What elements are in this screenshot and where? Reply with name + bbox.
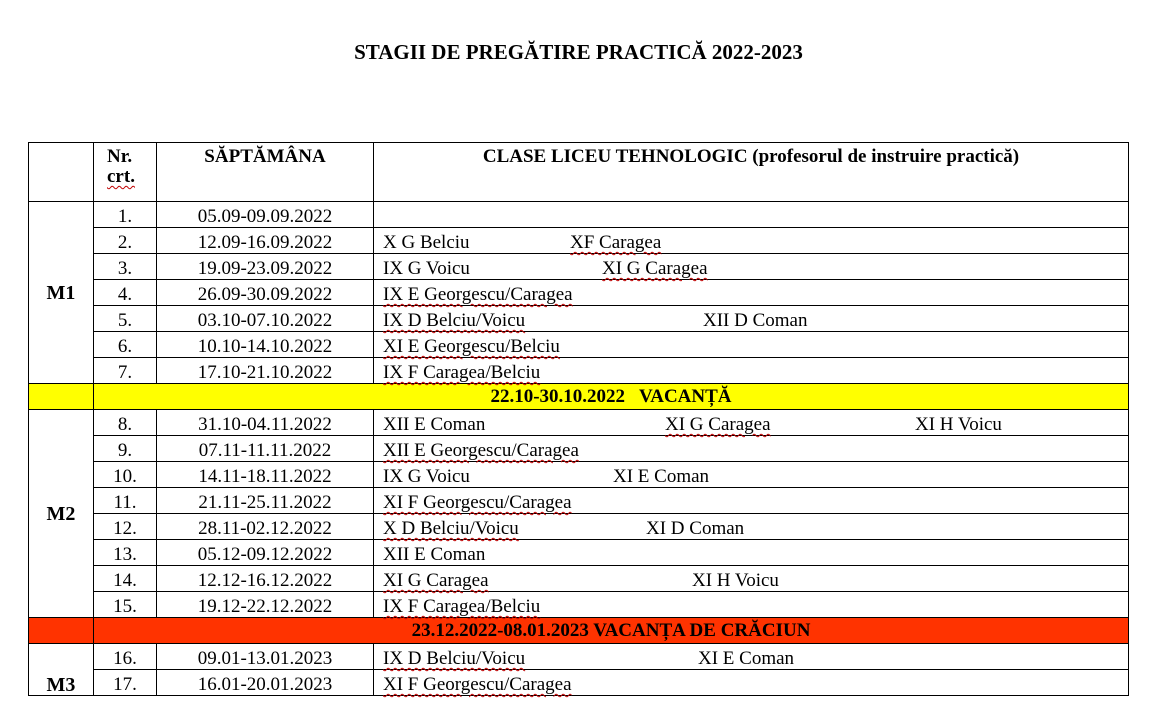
table-row [29, 254, 1129, 280]
table-row [29, 358, 1129, 384]
table-row [29, 514, 1129, 540]
class-entry: XI E Georgescu/Belciu [383, 336, 560, 357]
table-row [29, 670, 1129, 696]
header-nr [94, 143, 157, 202]
class-entry: XI F Georgescu/Caragea [383, 492, 572, 513]
row-week: 19.09-23.09.2022 [157, 254, 374, 280]
table-row [29, 488, 1129, 514]
class-entry: XF Caragea [570, 232, 662, 253]
header-nr-line1: Nr. [107, 146, 133, 167]
row-week: 09.01-13.01.2023 [157, 644, 374, 670]
row-nr: 8. [94, 410, 157, 436]
row-classes [374, 410, 1129, 436]
row-week: 05.09-09.09.2022 [157, 202, 374, 228]
row-nr: 9. [94, 436, 157, 462]
table-row [29, 592, 1129, 618]
class-entry: X D Belciu/Voicu [383, 518, 519, 539]
class-entry: IX F Caragea/Belciu [383, 362, 541, 383]
row-classes [374, 306, 1129, 332]
table-row [29, 644, 1129, 670]
table-row [29, 462, 1129, 488]
row-nr: 11. [94, 488, 157, 514]
row-nr: 12. [94, 514, 157, 540]
row-week: 28.11-02.12.2022 [157, 514, 374, 540]
module-m2: M2 [29, 410, 94, 618]
class-entry: XI H Voicu [692, 570, 779, 591]
schedule-table [28, 142, 1129, 696]
module-m1: M1 [29, 202, 94, 384]
row-classes [374, 514, 1129, 540]
class-entry: XII E Coman [383, 544, 486, 565]
class-entry: XII D Coman [703, 310, 808, 331]
class-entry: XI E Coman [698, 648, 795, 669]
row-classes [374, 592, 1129, 618]
row-week: 03.10-07.10.2022 [157, 306, 374, 332]
row-nr: 6. [94, 332, 157, 358]
class-entry: XI D Coman [646, 518, 745, 539]
row-week: 17.10-21.10.2022 [157, 358, 374, 384]
row-nr: 16. [94, 644, 157, 670]
class-entry: IX G Voicu [383, 258, 470, 279]
row-week: 19.12-22.12.2022 [157, 592, 374, 618]
class-entry: IX F Caragea/Belciu [383, 596, 541, 617]
row-classes [374, 670, 1129, 696]
table-row [29, 306, 1129, 332]
table-row [29, 436, 1129, 462]
row-week: 07.11-11.11.2022 [157, 436, 374, 462]
row-nr: 17. [94, 670, 157, 696]
row-nr: 15. [94, 592, 157, 618]
row-classes [374, 436, 1129, 462]
table-row [29, 202, 1129, 228]
table-row [29, 228, 1129, 254]
row-classes [374, 254, 1129, 280]
vacation-row [29, 384, 1129, 410]
vacation-label: 22.10-30.10.2022 VACANȚĂ [94, 384, 1129, 410]
class-entry: XI G Caragea [383, 570, 489, 591]
vacation-row [29, 618, 1129, 644]
row-nr: 10. [94, 462, 157, 488]
row-nr: 13. [94, 540, 157, 566]
row-classes [374, 462, 1129, 488]
row-classes [374, 358, 1129, 384]
row-nr: 14. [94, 566, 157, 592]
vacation-label: 23.12.2022-08.01.2023 VACANȚA DE CRĂCIUN [94, 618, 1129, 644]
header-classes: CLASE LICEU TEHNOLOGIC (profesorul de instruire practică) [374, 143, 1129, 202]
row-nr: 2. [94, 228, 157, 254]
row-classes [374, 332, 1129, 358]
vacation-module-cell [29, 384, 94, 410]
row-nr: 7. [94, 358, 157, 384]
row-nr: 4. [94, 280, 157, 306]
table-row [29, 332, 1129, 358]
row-week: 10.10-14.10.2022 [157, 332, 374, 358]
row-classes [374, 644, 1129, 670]
vacation-module-cell [29, 618, 94, 644]
row-week: 16.01-20.01.2023 [157, 670, 374, 696]
row-classes [374, 566, 1129, 592]
table-header-row [29, 143, 1129, 202]
module-m3: M3 [29, 644, 94, 696]
header-week: SĂPTĂMÂNA [157, 143, 374, 202]
row-nr: 1. [94, 202, 157, 228]
row-week: 31.10-04.11.2022 [157, 410, 374, 436]
header-module-cell [29, 143, 94, 202]
class-entry: XI E Coman [613, 466, 710, 487]
row-classes [374, 202, 1129, 228]
class-entry: X G Belciu [383, 232, 470, 253]
row-classes [374, 280, 1129, 306]
row-nr: 3. [94, 254, 157, 280]
row-week: 26.09-30.09.2022 [157, 280, 374, 306]
header-nr-line2: crt. [107, 166, 135, 187]
class-entry: XI F Georgescu/Caragea [383, 674, 572, 695]
row-week: 21.11-25.11.2022 [157, 488, 374, 514]
class-entry: XI H Voicu [915, 414, 1002, 435]
row-week: 14.11-18.11.2022 [157, 462, 374, 488]
table-row [29, 410, 1129, 436]
table-row [29, 280, 1129, 306]
row-classes [374, 228, 1129, 254]
table-row [29, 566, 1129, 592]
class-entry: IX D Belciu/Voicu [383, 310, 526, 331]
row-classes [374, 488, 1129, 514]
row-week: 12.09-16.09.2022 [157, 228, 374, 254]
class-entry: XII E Coman [383, 414, 486, 435]
class-entry: IX D Belciu/Voicu [383, 648, 526, 669]
class-entry: XII E Georgescu/Caragea [383, 440, 579, 461]
row-week: 05.12-09.12.2022 [157, 540, 374, 566]
row-nr: 5. [94, 306, 157, 332]
page-title: STAGII DE PREGĂTIRE PRACTICĂ 2022-2023 [354, 40, 803, 64]
class-entry: XI G Caragea [602, 258, 708, 279]
class-entry: IX E Georgescu/Caragea [383, 284, 573, 305]
table-row [29, 540, 1129, 566]
row-classes [374, 540, 1129, 566]
row-week: 12.12-16.12.2022 [157, 566, 374, 592]
class-entry: IX G Voicu [383, 466, 470, 487]
class-entry: XI G Caragea [665, 414, 771, 435]
